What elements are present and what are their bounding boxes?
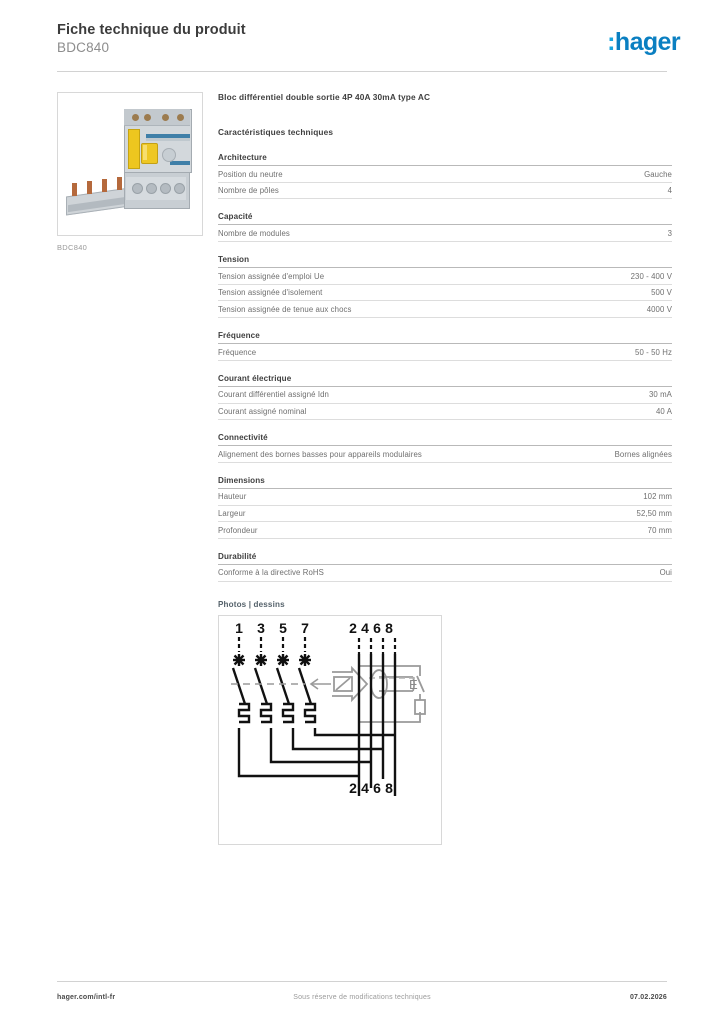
spec-group-title: Tension [218, 255, 672, 268]
spec-group-title: Dimensions [218, 476, 672, 489]
spec-row [218, 285, 672, 302]
spec-row-label: Conforme à la directive RoHS [218, 568, 324, 578]
spec-row [218, 225, 672, 242]
spec-row-value: 4000 V [646, 304, 672, 314]
output-top-label-8: 8 [385, 619, 393, 636]
page-header [0, 0, 724, 74]
spec-group [218, 433, 672, 463]
spec-row-label: Tension assignée d'emploi Ue [218, 271, 325, 281]
spec-group-title: Capacité [218, 212, 672, 225]
spec-row [218, 506, 672, 523]
trip-actuator [332, 668, 367, 700]
spec-row [218, 404, 672, 421]
spec-groups [218, 153, 672, 582]
spec-row [218, 489, 672, 506]
input-label-1: 1 [235, 619, 243, 636]
spec-group-title: Connectivité [218, 433, 672, 446]
footer-disclaimer: Sous réserve de modifications techniques [293, 994, 431, 1001]
spec-group-title: Durabilité [218, 552, 672, 565]
output-bottom-label-8: 8 [385, 779, 393, 796]
knob-highlight [143, 145, 147, 160]
spec-row-label: Position du neutre [218, 169, 283, 179]
output-top-label-2: 2 [349, 619, 357, 636]
spec-row [218, 387, 672, 404]
spec-row-value: 40 A [655, 407, 672, 416]
page-title: Fiche technique du produit [57, 22, 246, 38]
spec-group [218, 374, 672, 420]
spec-group [218, 476, 672, 539]
spec-group-title: Fréquence [218, 331, 672, 344]
lower-terminal-hole [174, 183, 185, 194]
spec-row-label: Tension assignée d'isolement [218, 288, 323, 298]
terminal-pin [102, 179, 107, 192]
upper-terminal-hole [162, 114, 169, 121]
wiring-diagram-svg [219, 616, 441, 844]
logo-wordmark: hager [614, 28, 680, 56]
spec-group-title: Architecture [218, 153, 672, 166]
spec-row-value: 230 - 400 V [630, 271, 672, 281]
spec-row-value: 52,50 mm [636, 509, 672, 519]
logo-colon-icon: : [607, 28, 615, 56]
spec-group [218, 552, 672, 582]
trip-symbols [233, 654, 311, 666]
spec-group [218, 255, 672, 318]
spec-row-label: Largeur [218, 509, 246, 519]
spec-row [218, 183, 672, 200]
lower-terminal-hole [132, 183, 143, 194]
output-top-label-4: 4 [361, 619, 369, 636]
test-button [162, 148, 176, 162]
product-photo-caption: BDC840 [57, 243, 88, 252]
spec-row-value: 70 mm [647, 525, 672, 535]
upper-terminal-hole [177, 114, 184, 121]
spec-row [218, 344, 672, 361]
page-footer [57, 994, 667, 1008]
product-photo [57, 92, 203, 236]
spec-row [218, 166, 672, 183]
spec-row-label: Hauteur [218, 492, 247, 502]
spec-row-value: Bornes alignées [614, 449, 672, 459]
terminal-pin [87, 181, 92, 194]
spec-row-label: Fréquence [218, 347, 257, 357]
output-bottom-label-4: 4 [361, 779, 369, 796]
footer-divider [57, 981, 667, 982]
drawings-heading: Photos | dessins [218, 599, 285, 609]
lower-terminal-hole [160, 183, 171, 194]
footer-website-link[interactable]: hager.com/intl-fr [57, 994, 116, 1001]
terminal-pin [117, 177, 122, 190]
spec-group [218, 212, 672, 242]
trip-arrow [311, 679, 331, 689]
spec-row-value: 50 - 50 Hz [635, 347, 672, 357]
product-name: Bloc différentiel double sortie 4P 40A 30mA type AC [218, 92, 431, 102]
spec-row-value: 4 [667, 186, 672, 196]
output-bottom-label-6: 6 [373, 779, 381, 796]
upper-terminal-hole [144, 114, 151, 121]
spec-row-value: 500 V [651, 288, 672, 298]
yellow-lever-strip [128, 129, 140, 169]
spec-row-value: Gauche [644, 169, 672, 179]
page-subtitle: BDC840 [57, 40, 110, 55]
toroid-transformer [371, 670, 414, 698]
spec-content [218, 92, 672, 845]
spec-row-label: Tension assignée de tenue aux chocs [218, 304, 352, 314]
spec-row-value: 30 mA [648, 390, 672, 400]
test-label: E [409, 676, 418, 692]
spec-row-value: 3 [667, 228, 672, 238]
spec-row-label: Nombre de modules [218, 228, 290, 238]
input-label-3: 3 [257, 619, 265, 636]
upper-terminal-hole [132, 114, 139, 121]
input-label-7: 7 [301, 619, 309, 636]
output-top-label-6: 6 [373, 619, 381, 636]
header-titles [57, 22, 246, 56]
spec-row [218, 446, 672, 463]
switch-arms [233, 668, 311, 704]
output-bottom-label-2: 2 [349, 779, 357, 796]
spec-row [218, 522, 672, 539]
footer-date: 07.02.2026 [629, 994, 667, 1001]
product-illustration [58, 93, 202, 235]
hager-logo [607, 29, 680, 55]
spec-row [218, 268, 672, 285]
specs-heading: Caractéristiques techniques [218, 127, 334, 137]
spec-row-label: Nombre de pôles [218, 186, 279, 196]
spec-row-label: Courant assigné nominal [218, 407, 307, 416]
test-circuit [360, 666, 425, 722]
input-label-5: 5 [279, 619, 287, 636]
spec-row-label: Courant différentiel assigné Idn [218, 390, 329, 400]
spec-group [218, 331, 672, 361]
brand-stripe-light [146, 138, 190, 141]
brand-stripe-lower [170, 161, 190, 165]
spec-group [218, 153, 672, 199]
spec-row [218, 565, 672, 582]
spec-row-label: Profondeur [218, 525, 258, 535]
header-divider [57, 71, 667, 72]
contact-springs [239, 704, 315, 722]
spec-group-title: Courant électrique [218, 374, 672, 387]
terminal-pin [72, 183, 77, 196]
wiring-diagram [218, 615, 442, 845]
spec-row-value: Oui [659, 568, 672, 578]
spec-row-value: 102 mm [643, 492, 672, 502]
output-bus-lines [359, 654, 395, 796]
spec-row [218, 301, 672, 318]
lower-terminal-hole [146, 183, 157, 194]
spec-row-label: Alignement des bornes basses pour appareils modulaires [218, 449, 422, 459]
